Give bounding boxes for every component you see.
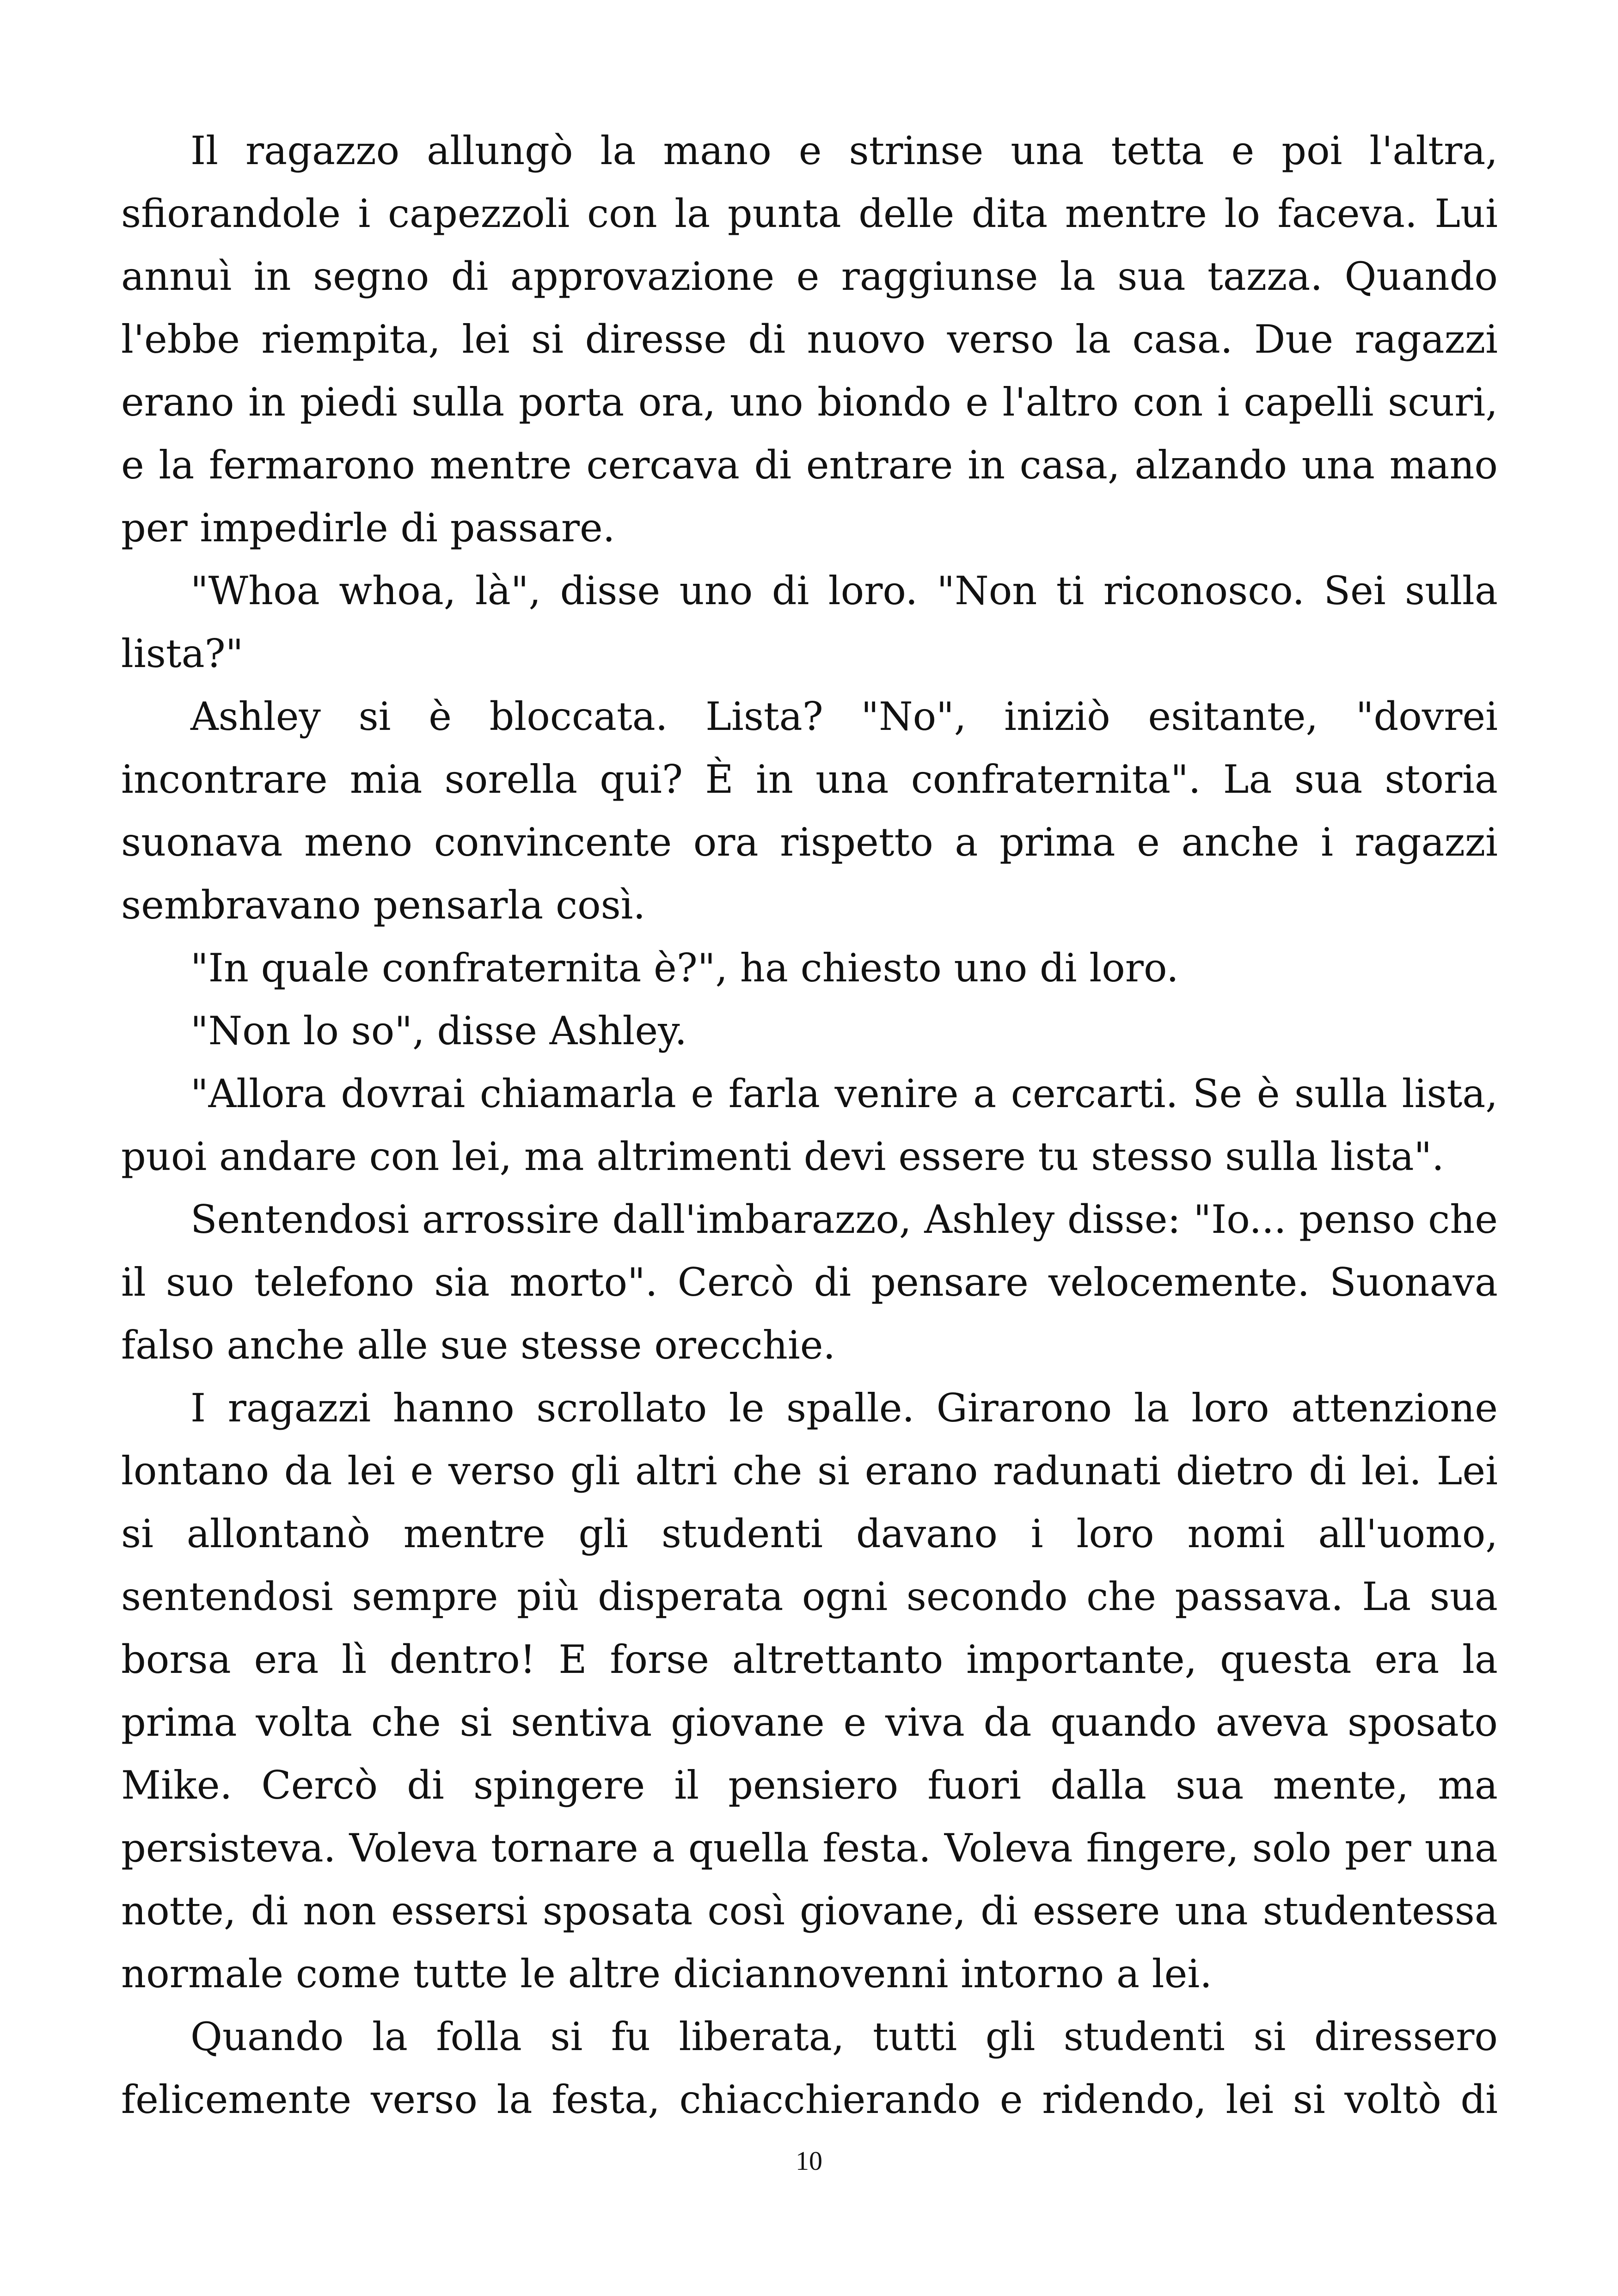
paragraph-4: "In quale confraternita è?", ha chiesto uno di loro. [190,945,1179,991]
page-number: 10 [796,2146,822,2176]
paragraph-1: Il ragazzo allungò la mano e strinse una tetta e poi l'altra, sfiorandole i capezzoli con la punta delle dita mentre lo faceva. Lui annuì in segno di approvazione e raggiunse la sua tazza. Quando l'ebbe riempita, lei si diresse di nuovo verso la casa. Due ragazzi erano in piedi sulla porta ora, uno biondo e l'altro con i capelli scuri, e la fermarono mentre cercava di entrare in casa, alzando una mano per impedirle di passare. [121,128,1498,551]
paragraph-9: Quando la folla si fu liberata, tutti gli studenti si diressero felicemente verso la festa, chiacchierando e ridendo, lei si voltò di [121,2014,1498,2122]
paragraph-7: Sentendosi arrossire dall'imbarazzo, Ashley disse: "Io... penso che il suo telefono sia morto". Cercò di pensare velocemente. Suonava falso anche alle sue stesse orecchie. [121,1197,1498,1368]
body-text [121,119,1498,2131]
paragraph-6: "Allora dovrai chiamarla e farla venire a cercarti. Se è sulla lista, puoi andare con lei, ma altrimenti devi essere tu stesso sulla lista". [121,1071,1498,1179]
paragraph-5: "Non lo so", disse Ashley. [190,1008,687,1053]
paragraph-8: I ragazzi hanno scrollato le spalle. Girarono la loro attenzione lontano da lei e verso gli altri che si erano radunati dietro di lei. Lei si allontanò mentre gli studenti davano i loro nomi all'uomo, sentendosi sempre più disperata ogni secondo che passava. La sua borsa era lì dentro! E forse altrettanto importante, questa era la prima volta che si sentiva giovane e viva da quando aveva sposato Mike. Cercò di spingere il pensiero fuori dalla sua mente, ma persisteva. Voleva tornare a quella festa. Voleva fingere, solo per una notte, di non essersi sposata così giovane, di essere una studentessa normale come tutte le altre diciannovenni intorno a lei. [121,1385,1498,1996]
paragraph-2: "Whoa whoa, là", disse uno di loro. "Non ti riconosco. Sei sulla lista?" [121,568,1498,676]
paragraph-3: Ashley si è bloccata. Lista? "No", iniziò esitante, "dovrei incontrare mia sorella qui? È in una confraternita". La sua storia suonava meno convincente ora rispetto a prima e anche i ragazzi sembravano pensarla così. [121,694,1498,928]
